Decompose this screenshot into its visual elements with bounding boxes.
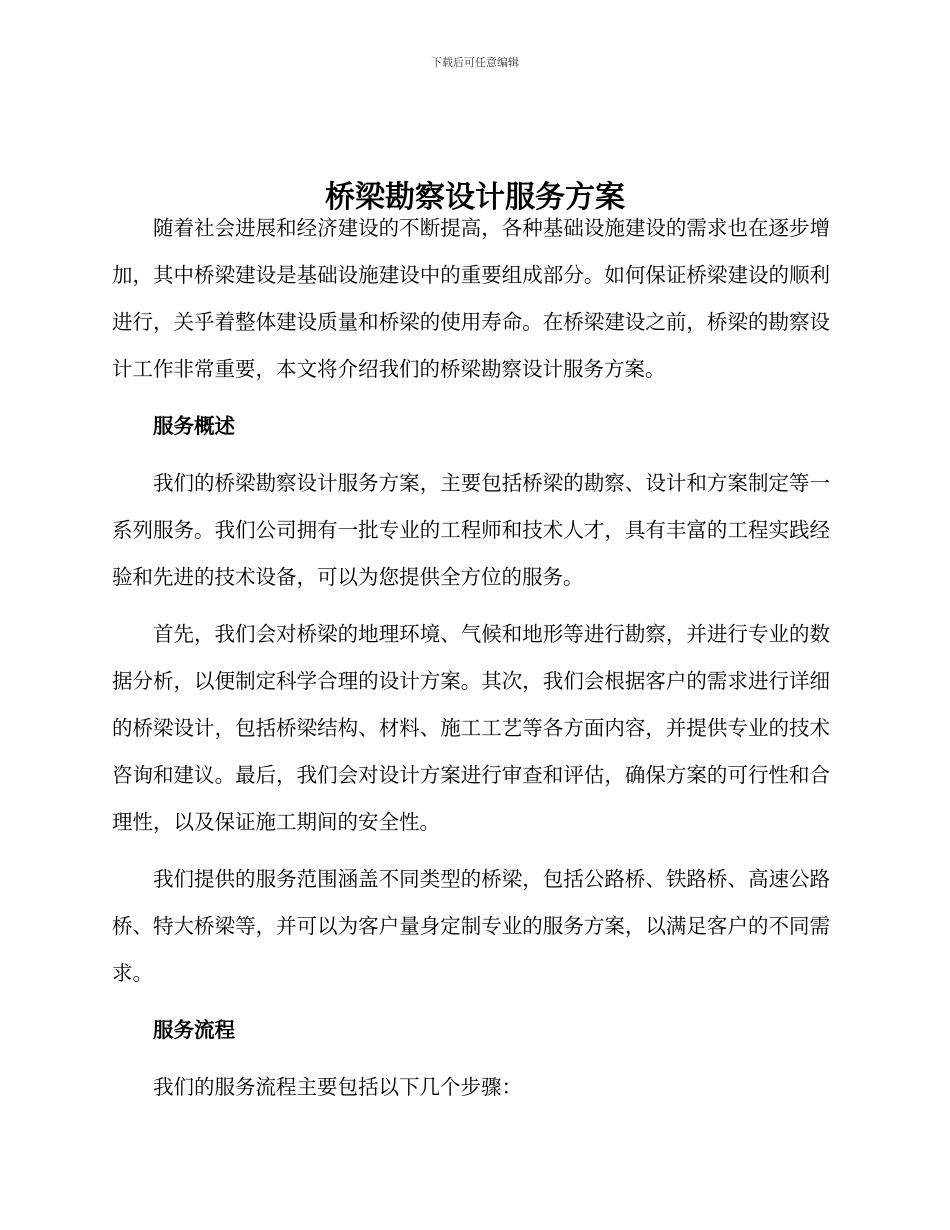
overview-paragraph-1: 我们的桥梁勘察设计服务方案，主要包括桥梁的勘察、设计和方案制定等一系列服务。我们公司拥有一批专业的工程师和技术人才，具有丰富的工程实践经验和先进的技术设备，可以为您提供全方位的服务。	[112, 471, 830, 589]
overview-paragraph-3: 我们提供的服务范围涵盖不同类型的桥梁，包括公路桥、铁路桥、高速公路桥、特大桥梁等，并可以为客户量身定制专业的服务方案，以满足客户的不同需求。	[112, 867, 830, 985]
intro-paragraph: 随着社会进展和经济建设的不断提高，各种基础设施建设的需求也在逐步增加，其中桥梁建设是基础设施建设中的重要组成部分。如何保证桥梁建设的顺利进行，关乎着整体建设质量和桥梁的使用寿命。在桥梁建设之前，桥梁的勘察设计工作非常重要，本文将介绍我们的桥梁勘察设计服务方案。	[112, 216, 830, 381]
section-heading-process: 服务流程	[153, 1018, 235, 1042]
overview-paragraph-2: 首先，我们会对桥梁的地理环境、气候和地形等进行勘察，并进行专业的数据分析，以便制定科学合理的设计方案。其次，我们会根据客户的需求进行详细的桥梁设计，包括桥梁结构、材料、施工工艺等各方面内容，并提供专业的技术咨询和建议。最后，我们会对设计方案进行审查和评估，确保方案的可行性和合理性，以及保证施工期间的安全性。	[112, 622, 830, 834]
header-note: 下载后可任意编辑	[431, 56, 519, 69]
document-body	[112, 205, 830, 1111]
process-paragraph-1: 我们的服务流程主要包括以下几个步骤：	[153, 1075, 522, 1099]
document-title: 桥梁勘察设计服务方案	[325, 180, 625, 216]
section-heading-overview: 服务概述	[153, 414, 235, 438]
